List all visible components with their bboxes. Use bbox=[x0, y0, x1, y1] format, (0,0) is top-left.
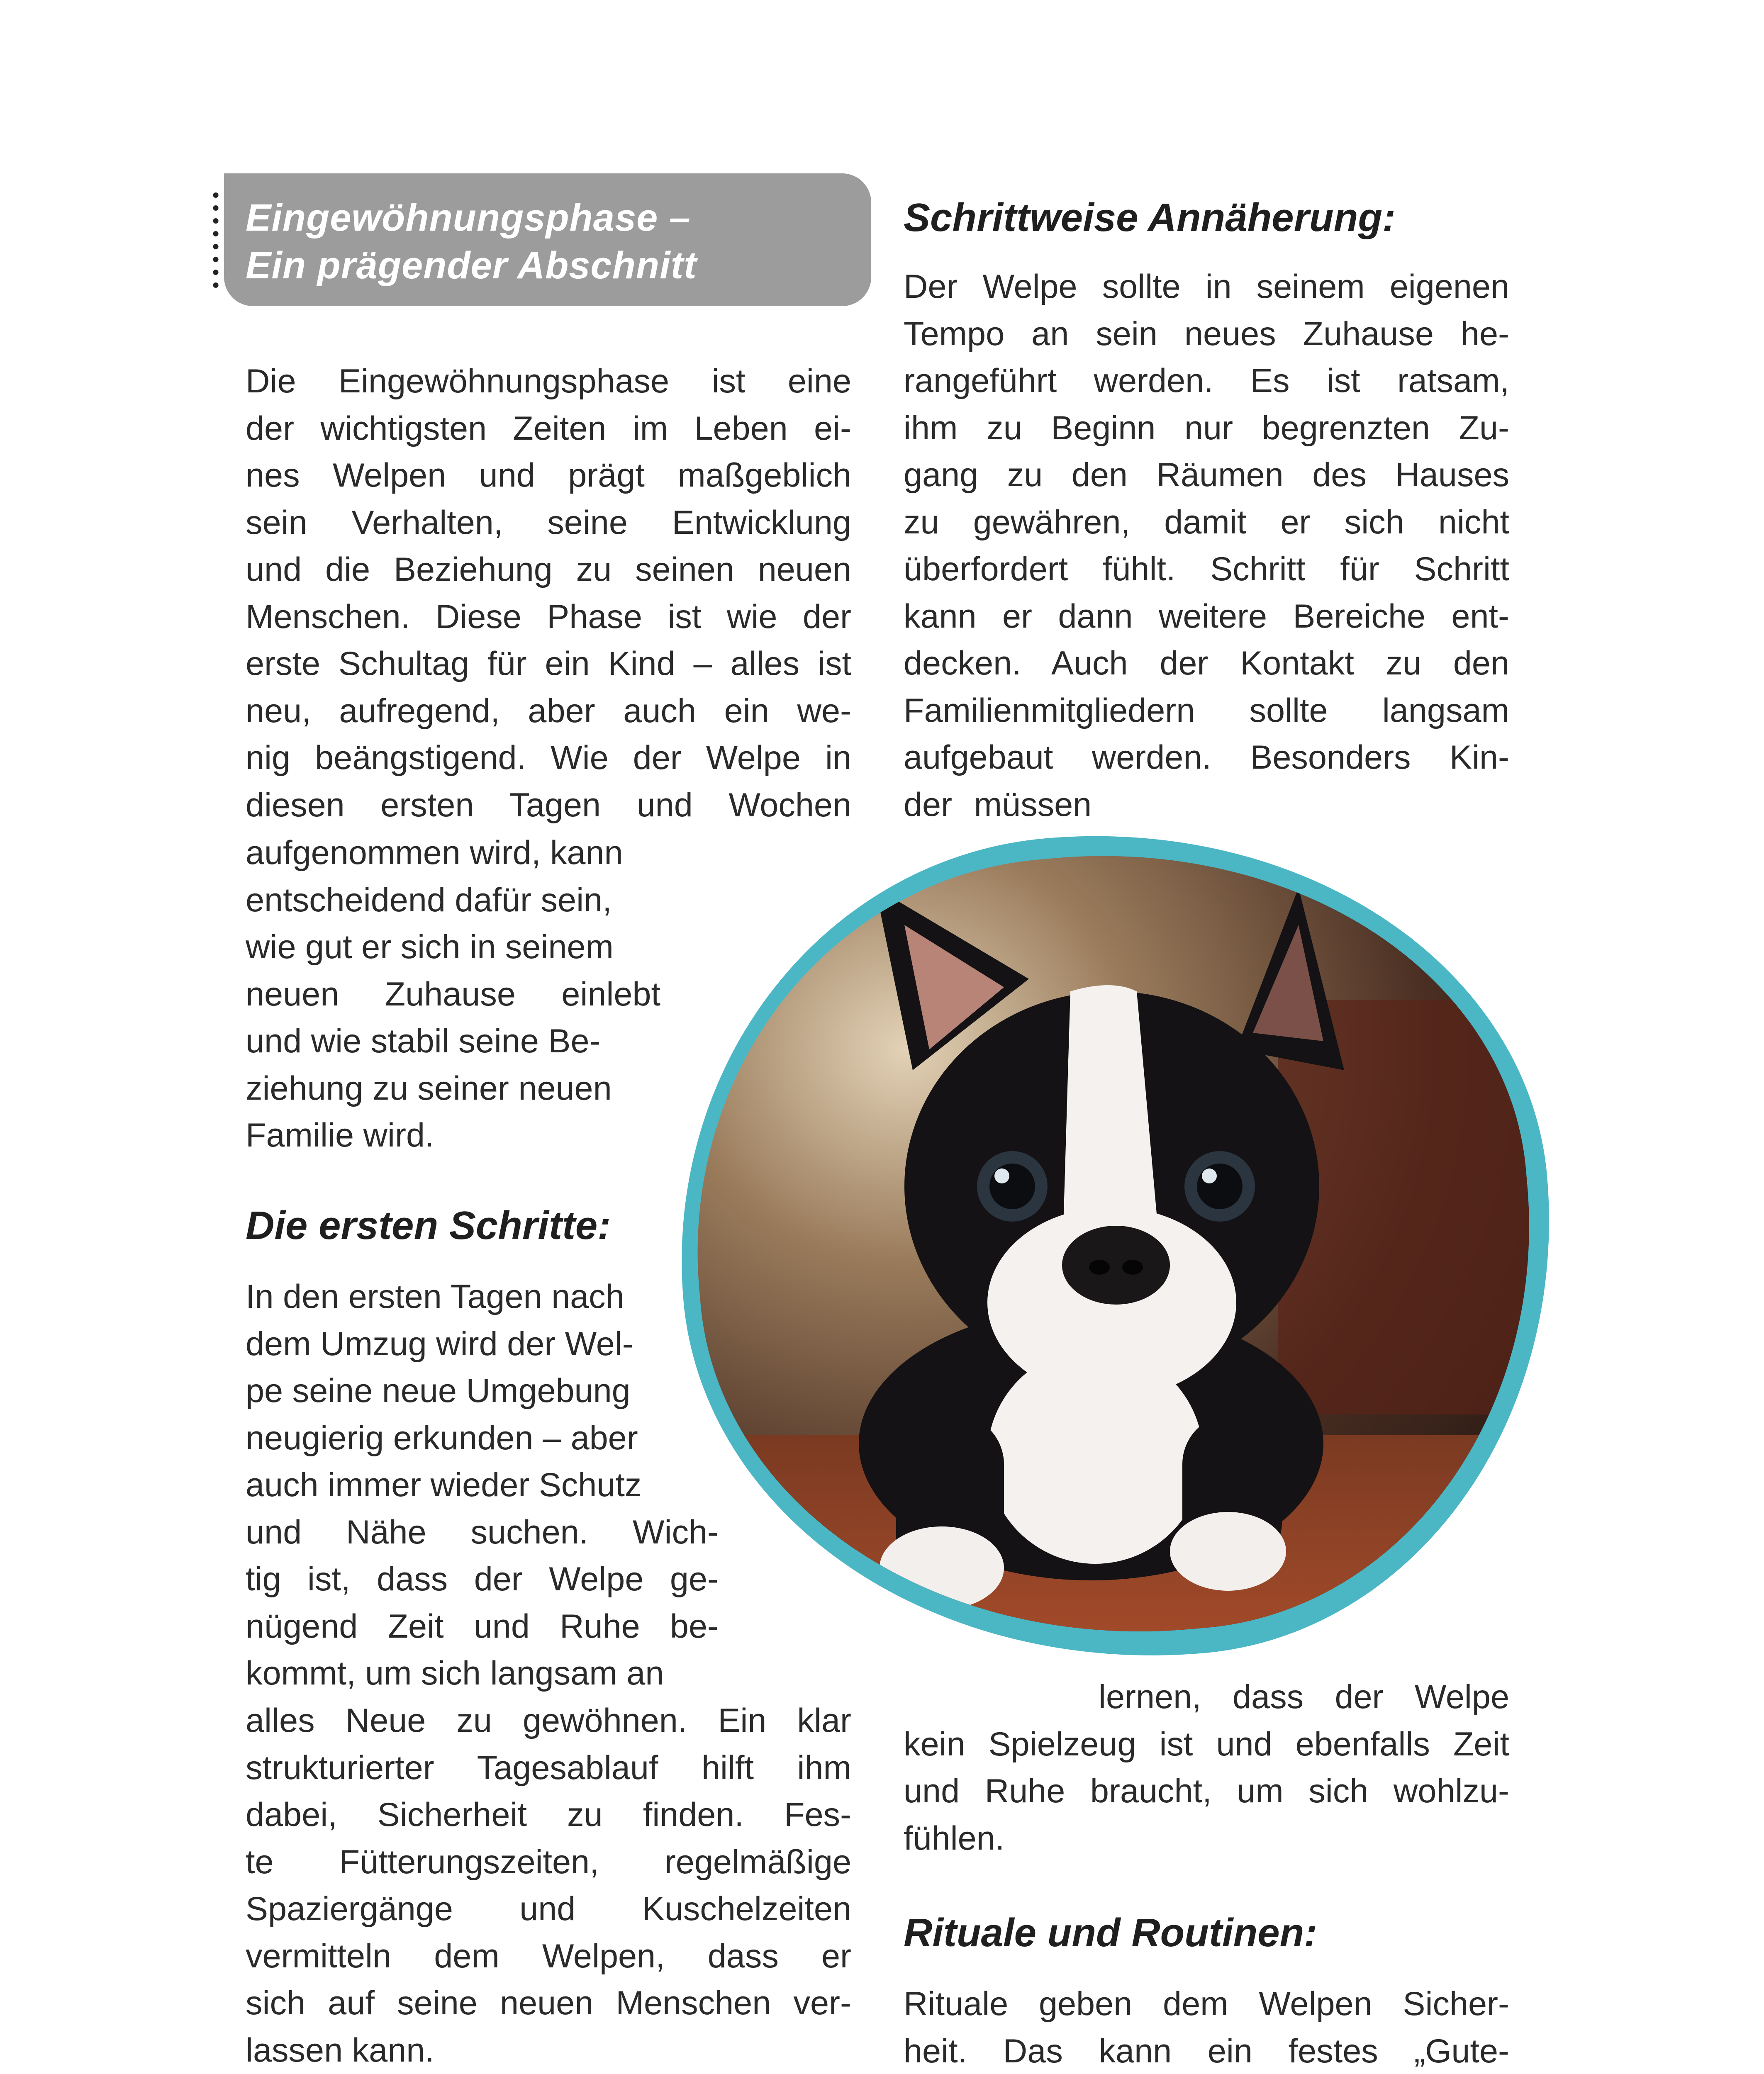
text-line: strukturierter Tagesablauf hilft ihm bbox=[246, 1749, 851, 1787]
first-steps-paragraph-cont bbox=[246, 1697, 851, 2074]
rituals-heading: Rituale und Routinen: bbox=[904, 1911, 1318, 1955]
text-line: und Nähe suchen. Wich- bbox=[246, 1513, 719, 1551]
text-line: heit. Das kann ein festes „Gute- bbox=[904, 2032, 1509, 2070]
text-line: sein Verhalten, seine Entwicklung bbox=[246, 504, 851, 541]
text-line: wie gut er sich in seinem bbox=[246, 928, 614, 966]
text-line: Familienmitgliedern sollte langsam bbox=[904, 691, 1509, 729]
text-line: In den ersten Tagen nach bbox=[246, 1278, 624, 1315]
text-line: vermitteln dem Welpen, dass er bbox=[246, 1937, 851, 1975]
text-line: Spaziergänge und Kuschelzeiten bbox=[246, 1890, 851, 1928]
section-title-line2: Ein prägender Abschnitt bbox=[246, 244, 697, 287]
text-line: Tempo an sein neues Zuhause he- bbox=[904, 315, 1509, 353]
text-line: der müssen bbox=[904, 786, 1092, 823]
text-line: lernen, dass der Welpe bbox=[1099, 1678, 1509, 1716]
text-line: sich auf seine neuen Menschen ver- bbox=[246, 1984, 851, 2022]
text-line: rangeführt werden. Es ist ratsam, bbox=[904, 362, 1509, 399]
text-line: tig ist, dass der Welpe ge- bbox=[246, 1560, 719, 1598]
text-line: nügend Zeit und Ruhe be- bbox=[246, 1607, 719, 1645]
text-line: entscheidend dafür sein, bbox=[246, 881, 612, 919]
text-line: decken. Auch der Kontakt zu den bbox=[904, 645, 1509, 682]
text-line: der wichtigsten Zeiten im Leben ei- bbox=[246, 409, 851, 447]
section-title-line1: Eingewöhnungsphase – bbox=[246, 197, 691, 239]
text-line: Familie wird. bbox=[246, 1117, 434, 1154]
text-line: Menschen. Diese Phase ist wie der bbox=[246, 598, 851, 635]
intro-paragraph bbox=[246, 358, 851, 829]
text-line: auch immer wieder Schutz bbox=[246, 1466, 642, 1504]
text-line: kein Spielzeug ist und ebenfalls Zeit bbox=[904, 1725, 1509, 1763]
text-line: ziehung zu seiner neuen bbox=[246, 1069, 612, 1107]
text-line: Rituale geben dem Welpen Sicher- bbox=[904, 1985, 1509, 2023]
first-steps-heading: Die ersten Schritte: bbox=[246, 1203, 611, 1248]
text-line: dem Umzug wird der Wel- bbox=[246, 1325, 633, 1363]
section-title-box bbox=[224, 173, 871, 306]
text-line: und wie stabil seine Be- bbox=[246, 1022, 601, 1060]
text-line: kommt, um sich langsam an bbox=[246, 1655, 664, 1692]
text-line: Die Eingewöhnungsphase ist eine bbox=[246, 363, 851, 400]
text-line: dabei, Sicherheit zu finden. Fes- bbox=[246, 1796, 851, 1833]
approach-paragraph-cont bbox=[904, 1674, 1509, 1862]
text-line: überfordert fühlt. Schritt für Schritt bbox=[904, 550, 1509, 588]
text-line: erste Schultag für ein Kind – alles ist bbox=[246, 645, 851, 682]
text-line: Der Welpe sollte in seinem eigenen bbox=[904, 268, 1509, 305]
text-line: und die Beziehung zu seinen neuen bbox=[246, 551, 851, 588]
text-line: lassen kann. bbox=[246, 2031, 434, 2069]
text-line: aufgebaut werden. Besonders Kin- bbox=[904, 739, 1509, 776]
text-line: alles Neue zu gewöhnen. Ein klar bbox=[246, 1702, 851, 1739]
text-line: pe seine neue Umgebung bbox=[246, 1372, 631, 1409]
intro-paragraph-wrap bbox=[246, 830, 685, 1159]
text-line: te Fütterungszeiten, regelmäßige bbox=[246, 1843, 851, 1881]
text-line: kann er dann weitere Bereiche ent- bbox=[904, 597, 1509, 635]
text-line: nig beängstigend. Wie der Welpe in bbox=[246, 739, 851, 777]
text-line: gang zu den Räumen des Hauses bbox=[904, 456, 1509, 494]
approach-paragraph bbox=[904, 263, 1509, 828]
text-line: neugierig erkunden – aber bbox=[246, 1419, 638, 1457]
text-line: diesen ersten Tagen und Wochen bbox=[246, 786, 851, 824]
rituals-paragraph bbox=[904, 1981, 1509, 2074]
first-steps-paragraph bbox=[246, 1273, 727, 1697]
text-line: aufgenommen wird, kann bbox=[246, 834, 623, 871]
text-line: zu gewähren, damit er sich nicht bbox=[904, 503, 1509, 541]
text-line: nes Welpen und prägt maßgeblich bbox=[246, 457, 851, 494]
text-line: und Ruhe braucht, um sich wohlzu- bbox=[904, 1772, 1509, 1810]
approach-heading: Schrittweise Annäherung: bbox=[904, 195, 1396, 240]
text-line: neu, aufregend, aber auch ein we- bbox=[246, 692, 851, 730]
text-line: fühlen. bbox=[904, 1819, 1005, 1857]
decorative-dots bbox=[212, 189, 219, 292]
text-line: ihm zu Beginn nur begrenzten Zu- bbox=[904, 409, 1509, 447]
puppy-photo bbox=[665, 820, 1563, 1669]
text-line: neuen Zuhause einlebt bbox=[246, 975, 660, 1013]
